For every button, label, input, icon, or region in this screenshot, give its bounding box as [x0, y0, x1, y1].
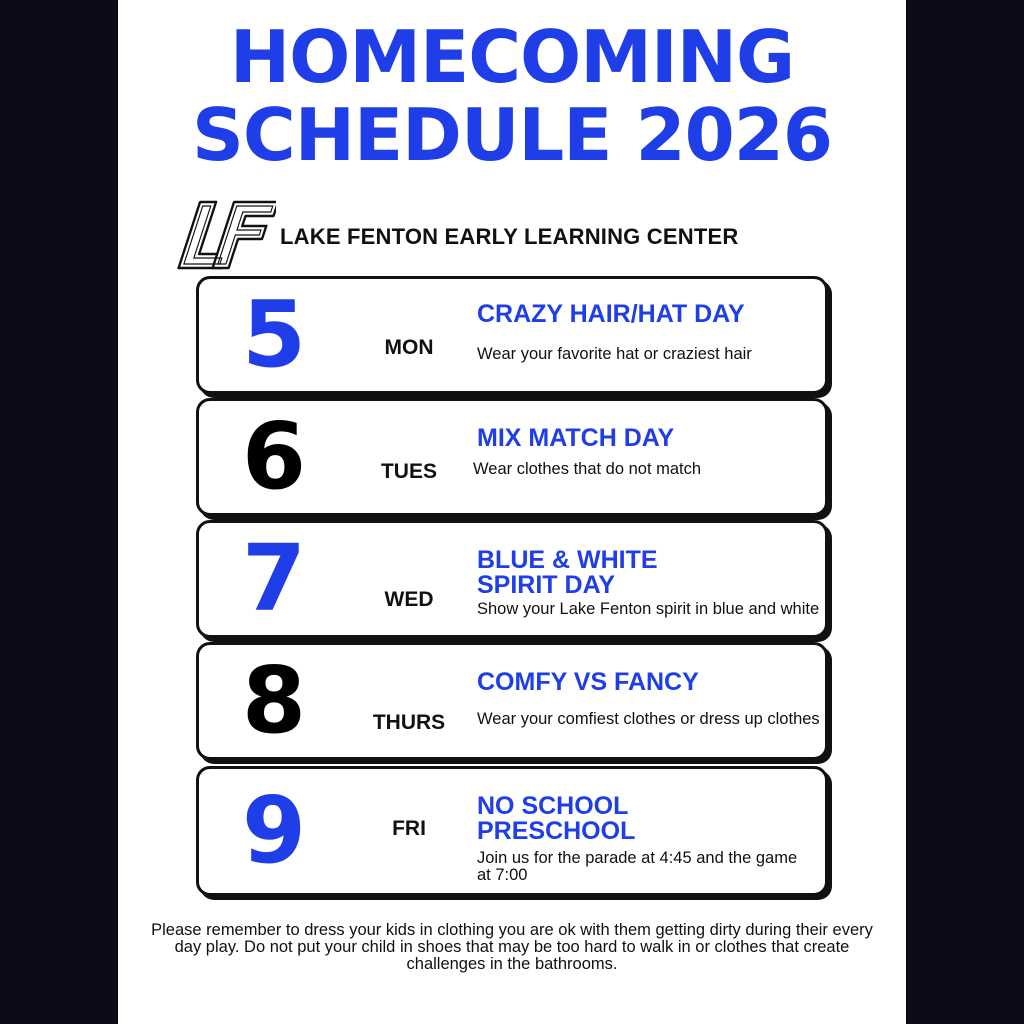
event-description: Wear your comfiest clothes or dress up clothes — [477, 710, 820, 728]
event-description: Show your Lake Fenton spirit in blue and white — [477, 600, 820, 618]
event-title: CRAZY HAIR/HAT DAY — [477, 300, 745, 328]
day-number: 8 — [241, 647, 306, 754]
schedule-card-mon — [196, 276, 828, 394]
title-line-1: HOMECOMING — [229, 15, 795, 99]
event-title: COMFY VS FANCY — [477, 668, 699, 696]
schedule-card-fri — [196, 766, 828, 896]
day-number: 6 — [241, 403, 306, 510]
event-title: MIX MATCH DAY — [477, 424, 675, 452]
footer-note: Please remember to dress your kids in clothing you are ok with them getting dirty during their every day play. Do not put your child in shoes that may be too hard to walk in or clothes that create challenges in the bathrooms. — [151, 921, 873, 973]
day-label: THURS — [372, 711, 446, 734]
title-line-2: SCHEDULE 2026 — [192, 93, 832, 177]
schedule-card-wed — [196, 520, 828, 638]
day-label: WED — [384, 588, 434, 611]
school-name: LAKE FENTON EARLY LEARNING CENTER — [280, 224, 739, 249]
day-label: FRI — [392, 817, 426, 840]
event-description: Wear clothes that do not match — [473, 460, 702, 478]
day-number: 9 — [241, 777, 306, 884]
day-number: 7 — [241, 525, 306, 632]
lf-logo-icon — [166, 196, 276, 276]
day-number: 5 — [241, 281, 306, 388]
event-description: Wear your favorite hat or craziest hair — [477, 345, 752, 363]
page-title — [118, 15, 906, 177]
event-title: BLUE & WHITE SPIRIT DAY — [477, 546, 658, 599]
schedule-card-tues — [196, 398, 828, 516]
day-label: TUES — [380, 460, 437, 483]
day-label: MON — [384, 336, 434, 359]
flyer-page — [118, 0, 906, 1024]
event-description: Join us for the parade at 4:45 and the game at 7:00 — [477, 849, 798, 884]
schedule-card-thurs — [196, 642, 828, 760]
event-title: NO SCHOOL PRESCHOOL — [477, 792, 636, 845]
